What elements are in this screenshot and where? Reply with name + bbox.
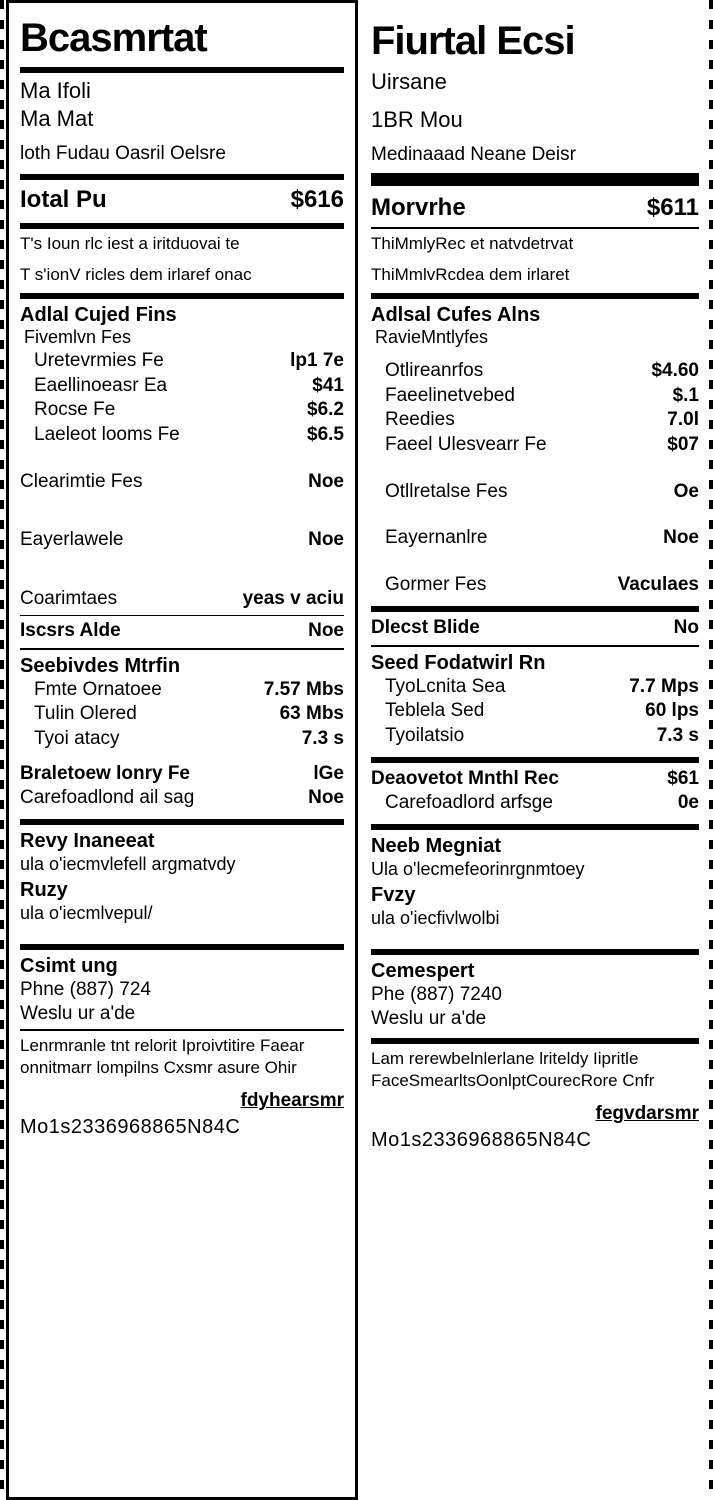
right-label-panel: [365, 0, 705, 1500]
left-fee-row: [20, 349, 344, 374]
left-contact-link-1[interactable]: ula o'iecmvlefell argmatvdy: [20, 853, 236, 874]
left-divider-4: [20, 648, 344, 650]
left-fee-label: Uretevrmies Fe: [34, 350, 164, 372]
left-row-c-value: yeas v aciu: [242, 588, 344, 610]
left-edge-dashes: [0, 0, 4, 1500]
left-speed-value: 7.57 Mbs: [263, 678, 344, 700]
left-divider-7: [20, 1029, 344, 1031]
right-speed-label: Teblela Sed: [385, 700, 485, 722]
right-row-f-label: Carefoadlord arfsge: [385, 792, 553, 814]
left-total-label: Iotal Pu: [20, 185, 107, 213]
right-speed-row: [371, 724, 699, 749]
left-total-row: [20, 184, 344, 215]
left-label-panel: [6, 0, 358, 1500]
right-row-c-label: Gormer Fes: [385, 574, 487, 596]
left-fee-label: Eaellinoeasr Ea: [34, 374, 168, 396]
left-row-e: [20, 762, 344, 787]
right-phone-value[interactable]: (887) 7240: [410, 983, 502, 1005]
right-row-b-label: Eayernanlre: [385, 527, 488, 549]
right-header-line-2: 1BR Mou: [371, 106, 463, 132]
right-row-b: [371, 526, 699, 551]
right-row-c: [371, 573, 699, 598]
right-fee-row: [371, 359, 699, 384]
left-serial: Mo1s2336968865N84C: [20, 1116, 241, 1139]
left-row-b-label: Eayerlawele: [20, 529, 124, 551]
left-row-a-label: Clearimtie Fes: [20, 470, 143, 492]
left-row-a: [20, 470, 344, 495]
right-row-d-value: No: [673, 616, 699, 638]
right-header-line-3: Medinaaad Neane Deisr: [371, 144, 576, 165]
right-divider-6: [371, 757, 699, 763]
left-contact-link-2[interactable]: ula o'iecmlvepul/: [20, 903, 153, 924]
right-header-line-1: Uirsane: [371, 69, 447, 94]
right-support-web-row: [371, 1007, 699, 1031]
left-fee-label: Rocse Fe: [34, 399, 116, 421]
left-divider-6: [20, 944, 344, 950]
right-divider-4: [371, 606, 699, 612]
left-section2-title: Seebivdes Mtrfin: [20, 654, 181, 677]
left-fee-row: [20, 374, 344, 399]
left-header-line-1: Ma Ifoli: [20, 78, 91, 103]
right-row-a-label: Otllretalse Fes: [385, 480, 508, 502]
right-row-a-value: Oe: [673, 480, 699, 502]
left-footer-text: Lenrmranle tnt relorit Iproivtitire Faear onnitmarr lompilns Cxsmr asure Ohir: [20, 1036, 305, 1078]
left-speed-row: [20, 678, 344, 703]
right-fee-row: [371, 408, 699, 433]
right-speed-label: TyoLcnita Sea: [385, 675, 506, 697]
left-speed-label: Tulin Olered: [34, 703, 137, 725]
left-support-title: Csimt ung: [20, 954, 118, 977]
right-section2-title: Seed Fodatwirl Rn: [371, 651, 546, 674]
left-row-c: [20, 587, 344, 612]
right-contact-sub: Fvzy: [371, 884, 416, 907]
right-row-a: [371, 480, 699, 505]
left-support-web-row: [20, 1002, 344, 1026]
left-section1-subtitle: Fivemlvn Fes: [24, 327, 132, 348]
right-fee-label: Otlireanrfos: [385, 360, 484, 382]
right-footer-text: Lam rerewbelnlerlane lriteldy Iipritle FaceSmearltsOonlptCourecRore Cnfr: [371, 1049, 655, 1091]
right-row-e-label: Deaovetot Mnthl Rec: [371, 767, 559, 789]
left-title-rule: [20, 67, 344, 73]
right-row-b-value: Noe: [663, 527, 699, 549]
left-header-line-3: loth Fudau Oasril Oelsre: [20, 143, 226, 164]
right-row-c-value: Vaculaes: [617, 574, 699, 596]
right-edge-dashes: [709, 0, 713, 1500]
right-divider-1: [371, 173, 699, 186]
left-divider-5: [20, 819, 344, 825]
left-row-f: [20, 786, 344, 811]
right-fee-label: Faeelinetvebed: [385, 384, 515, 406]
right-speed-row: [371, 675, 699, 700]
right-fee-row: [371, 433, 699, 458]
left-fee-value: $41: [312, 374, 344, 396]
right-fee-label: Reedies: [385, 409, 455, 431]
right-total-label: Morvrhe: [371, 193, 466, 221]
right-divider-7: [371, 824, 699, 830]
right-fee-value: 7.0l: [667, 409, 699, 431]
right-speed-value: 60 lps: [645, 700, 699, 722]
right-section1-subtitle: RavieMntlyfes: [375, 327, 489, 348]
right-divider-3: [371, 293, 699, 299]
right-speed-value: 7.7 Mps: [629, 675, 699, 697]
right-note-2: ThiMmlvRcdea dem irlaret: [371, 265, 570, 285]
right-row-f: [371, 791, 699, 816]
right-row-e-value: $61: [667, 767, 699, 789]
right-row-e: [371, 767, 699, 792]
right-total-row: [371, 192, 699, 223]
left-row-e-value: lGe: [313, 762, 344, 784]
left-contact-sub: Ruzy: [20, 879, 68, 902]
left-row-b: [20, 528, 344, 553]
right-phone-label: Phe: [371, 983, 405, 1005]
left-note-1: T's Ioun rlc iest a iritduovai te: [20, 233, 240, 253]
right-row-d-label: Dlecst Blide: [371, 616, 480, 638]
right-total-value: $611: [646, 193, 699, 221]
left-section1-title: Adlal Cujed Fins: [20, 304, 177, 327]
left-divider-3: [20, 293, 344, 299]
right-contact-link-1[interactable]: Ula o'lecmefeorinrgnmtoey: [371, 858, 585, 879]
left-row-c-label: Coarimtaes: [20, 588, 118, 610]
right-section1-title: Adlsal Cufes Alns: [371, 304, 541, 327]
right-fee-row: [371, 384, 699, 409]
right-speed-label: Tyoilatsio: [385, 724, 465, 746]
right-row-f-value: 0e: [677, 792, 699, 814]
left-web-value[interactable]: ur a'de: [77, 1002, 136, 1024]
left-speed-label: Tyoi atacy: [34, 727, 120, 749]
left-header-line-2: Ma Mat: [20, 105, 94, 131]
right-speed-row: [371, 699, 699, 724]
left-row-d: [20, 619, 344, 644]
left-fee-value: lp1 7e: [290, 350, 344, 372]
right-support-phone-row: [371, 983, 699, 1007]
left-fee-row: [20, 398, 344, 423]
left-row-b-value: Noe: [308, 529, 344, 551]
right-contact-title: Neeb Megniat: [371, 834, 502, 857]
left-speed-value: 7.3 s: [301, 727, 344, 749]
left-phone-label: Phne: [20, 978, 65, 1000]
left-fee-value: $6.5: [307, 424, 344, 446]
left-row-e-label: Braletoew lonry Fe: [20, 762, 190, 784]
left-speed-label: Fmte Ornatoee: [34, 678, 162, 700]
right-divider-2: [371, 227, 699, 229]
left-row-d-value: Noe: [308, 619, 344, 641]
left-hairline: [20, 615, 344, 616]
left-speed-row: [20, 702, 344, 727]
left-phone-value[interactable]: (887) 724: [69, 978, 151, 1000]
right-note-1: ThiMmlyRec et natvdetrvat: [371, 233, 574, 253]
left-row-f-label: Carefoadlond ail sag: [20, 787, 195, 809]
left-speed-value: 63 Mbs: [279, 703, 344, 725]
right-fee-value: $4.60: [651, 360, 699, 382]
left-fee-row: [20, 423, 344, 448]
left-contact-title: Revy Inaneeat: [20, 829, 155, 852]
left-note-2: T s'ionV ricles dem irlaref onac: [20, 265, 252, 285]
right-speed-value: 7.3 s: [656, 724, 699, 746]
right-fee-label: Faeel Ulesvearr Fe: [385, 434, 547, 456]
left-divider-2: [20, 223, 344, 229]
right-web-value[interactable]: ur a'de: [428, 1007, 487, 1029]
left-row-f-value: Noe: [308, 787, 344, 809]
right-fee-value: $.1: [672, 384, 699, 406]
left-divider-1: [20, 174, 344, 180]
left-speed-row: [20, 727, 344, 752]
right-contact-link-2[interactable]: ula o'iecfivlwolbi: [371, 908, 500, 929]
right-support-title: Cemespert: [371, 959, 475, 982]
left-row-d-label: Iscsrs Alde: [20, 619, 121, 641]
right-row-d: [371, 616, 699, 641]
right-divider-5: [371, 645, 699, 647]
left-panel-title: Bcasmrtat: [20, 17, 207, 59]
left-row-a-value: Noe: [308, 470, 344, 492]
right-web-label: Weslu: [371, 1007, 424, 1029]
left-total-value: $616: [290, 185, 344, 213]
left-support-phone-row: [20, 978, 344, 1002]
left-fee-label: Laeleot looms Fe: [34, 424, 180, 446]
right-serial: Mo1s2336968865N84C: [371, 1129, 592, 1152]
right-divider-9: [371, 1038, 699, 1044]
right-fee-value: $07: [667, 434, 699, 456]
right-footer-code: fegvdarsmr: [595, 1103, 699, 1125]
left-fee-value: $6.2: [307, 399, 344, 421]
left-footer-code: fdyhearsmr: [240, 1090, 344, 1112]
right-panel-title: Fiurtal Ecsi: [371, 20, 575, 62]
right-divider-8: [371, 949, 699, 955]
left-web-label: Weslu: [20, 1002, 73, 1024]
